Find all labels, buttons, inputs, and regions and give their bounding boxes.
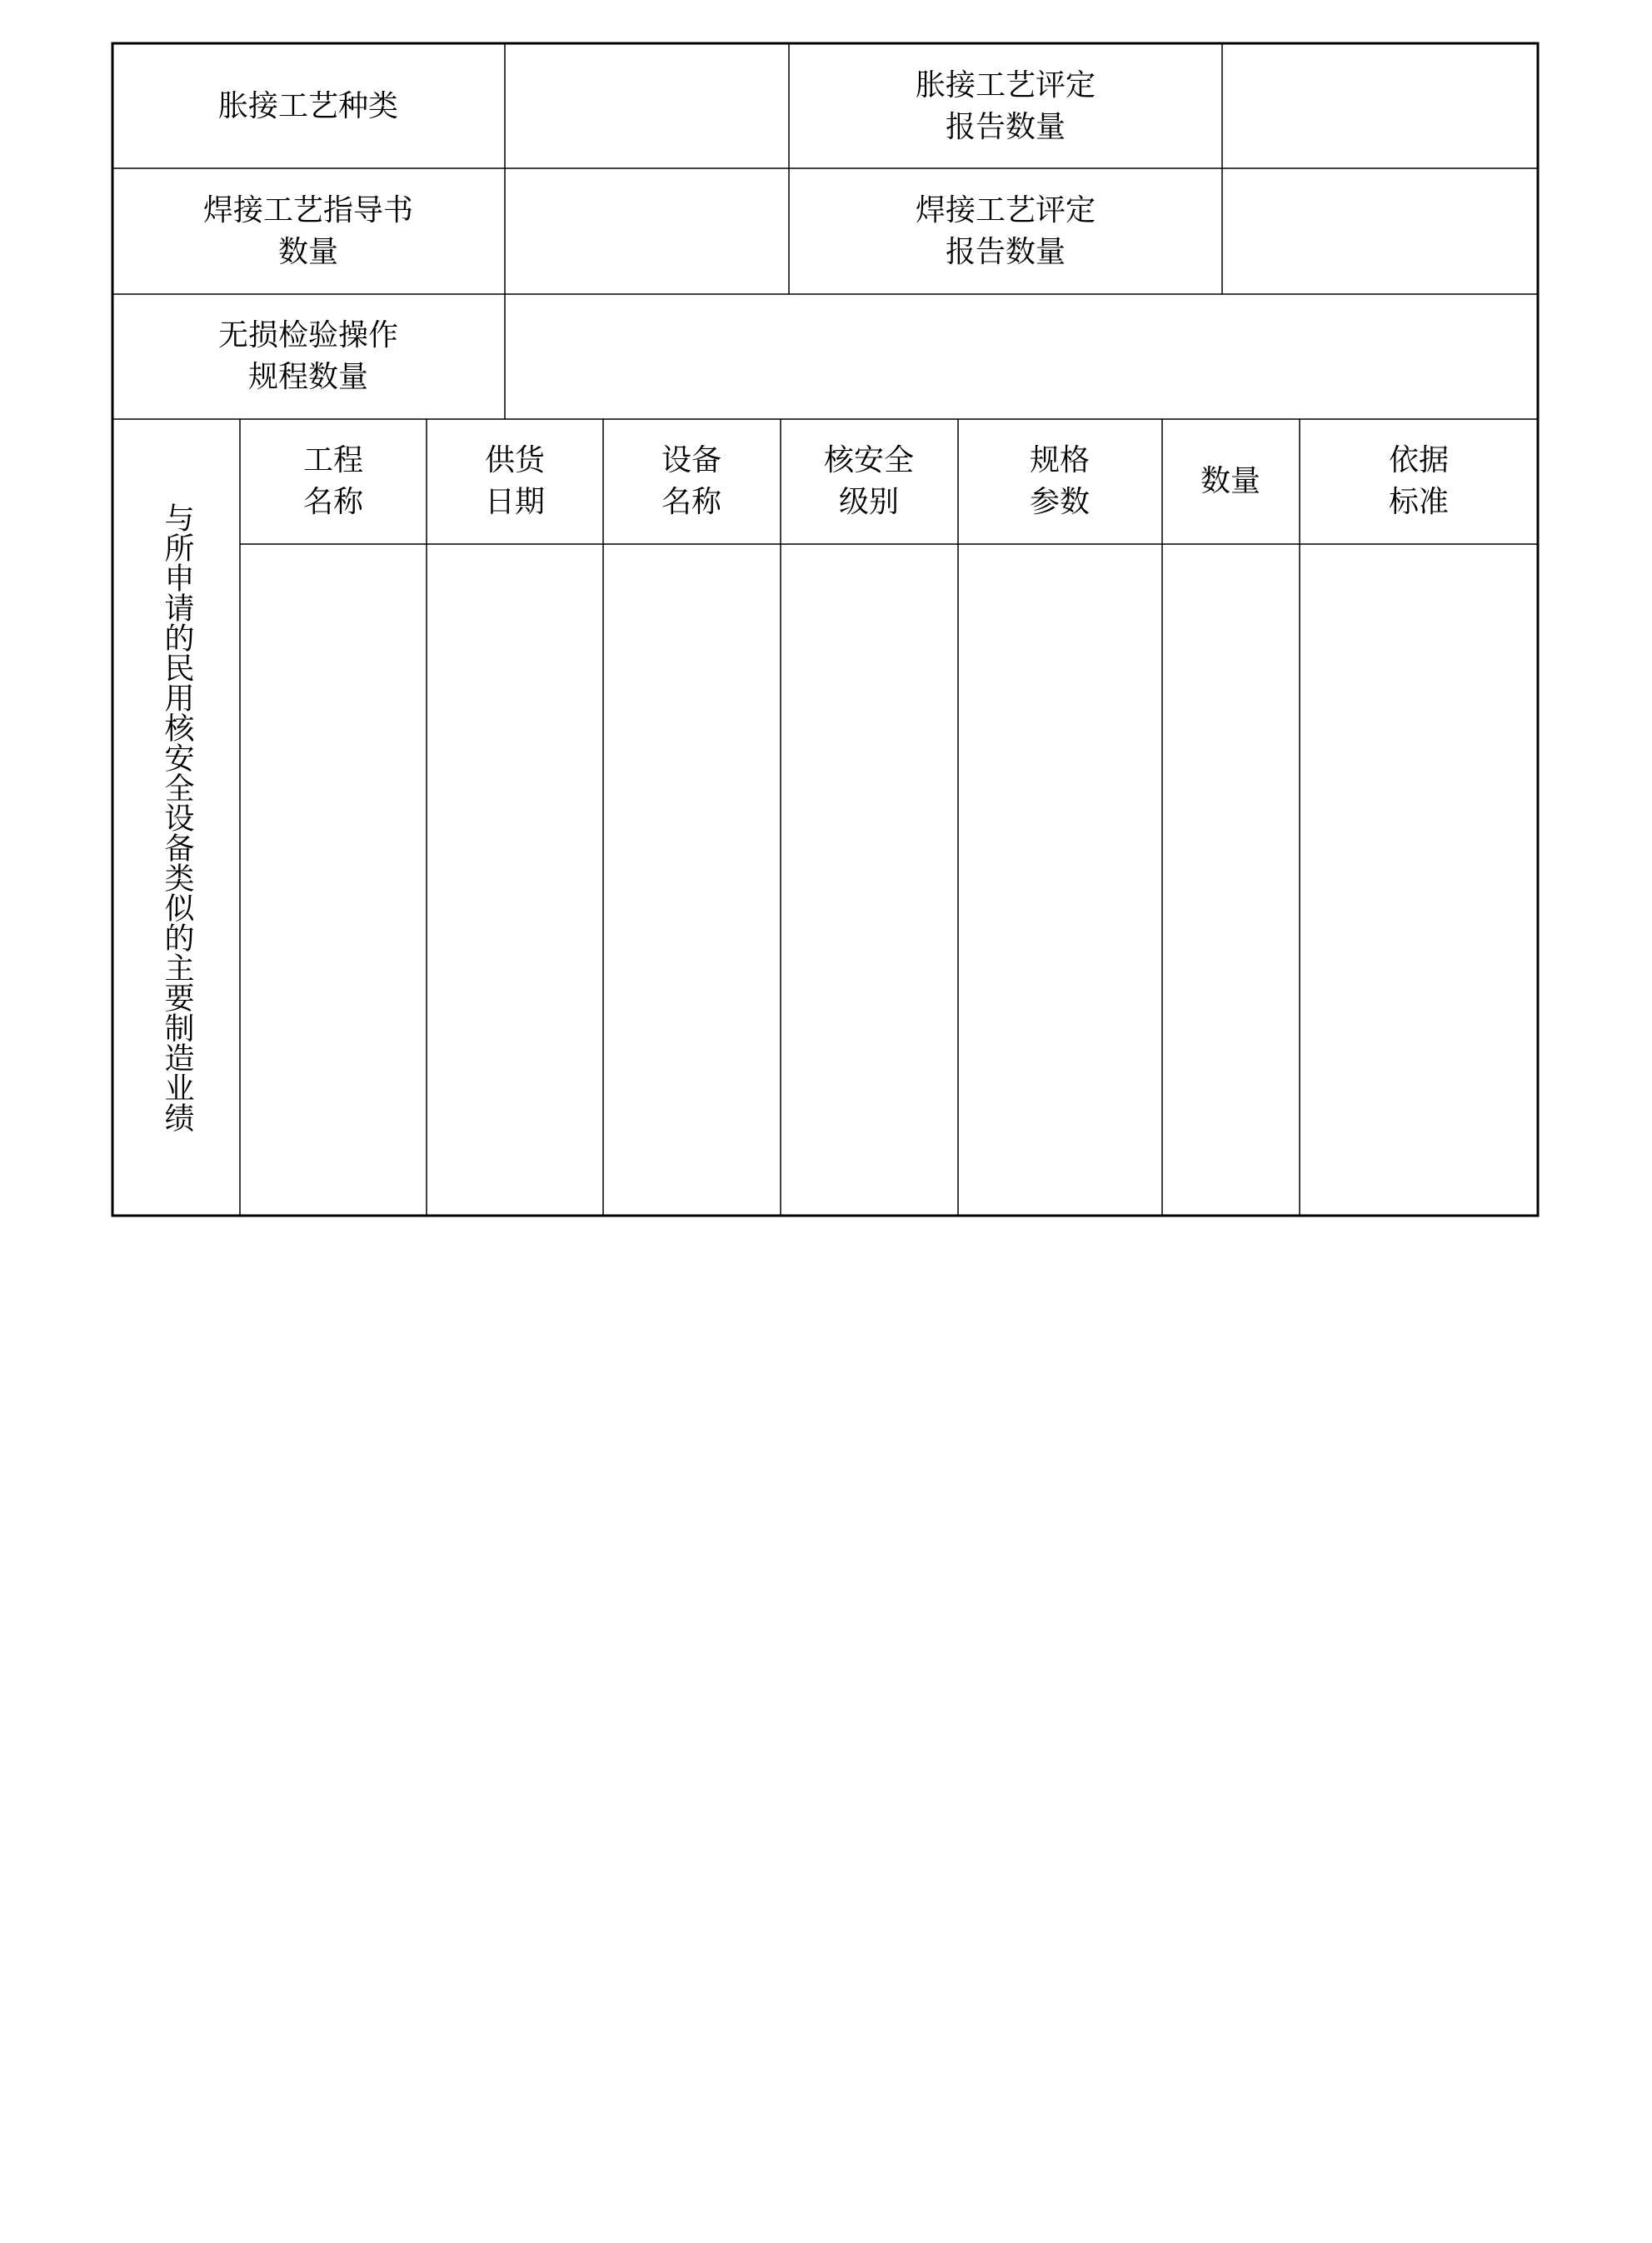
column-header-basis-standard: 依据 标准 (1388, 443, 1450, 519)
column-header-equipment-name: 设备 名称 (661, 443, 722, 519)
label-expansion-process-type: 胀接工艺种类 (217, 89, 399, 123)
label-ndt-procedure-count: 无损检验操作 规程数量 (217, 318, 399, 394)
label-manufacturing-performance-section: 与所申请的民用核安全设备类似的主要制造业绩 (160, 502, 194, 1132)
label-welding-qualification-report-count: 焊接工艺评定 报告数量 (915, 193, 1096, 269)
column-header-quantity: 数量 (1200, 464, 1261, 498)
label-welding-procedure-spec-count: 焊接工艺指导书 数量 (202, 193, 414, 269)
column-header-project-name: 工程 名称 (302, 443, 364, 519)
column-header-nuclear-safety-class: 核安全 级别 (823, 443, 915, 519)
column-header-supply-date: 供货 日期 (484, 443, 546, 519)
label-expansion-qualification-report-count: 胀接工艺评定 报告数量 (915, 68, 1096, 144)
column-header-specification: 规格 参数 (1029, 443, 1091, 519)
